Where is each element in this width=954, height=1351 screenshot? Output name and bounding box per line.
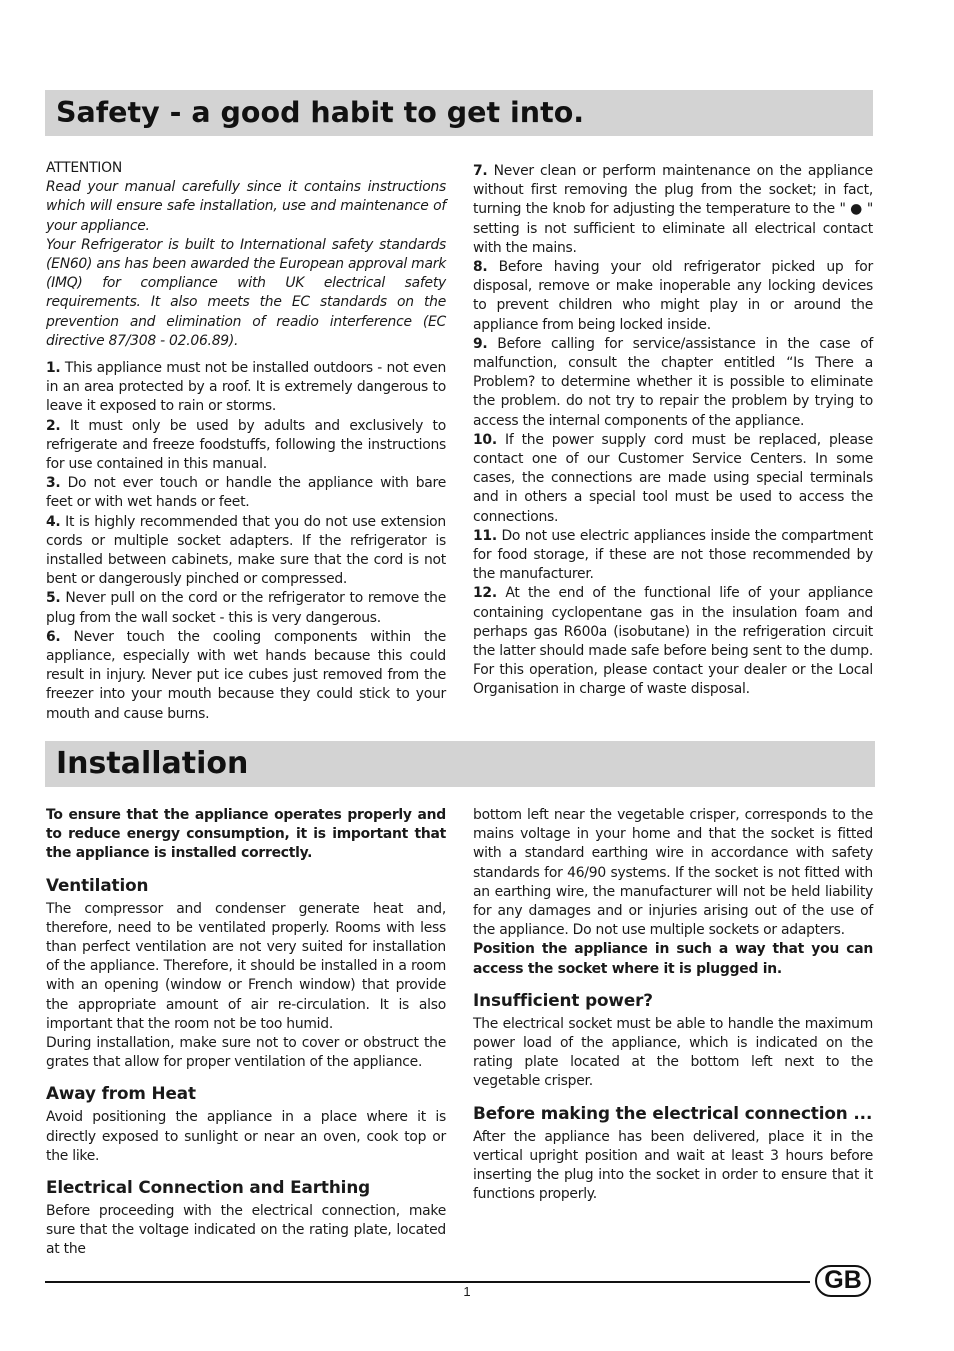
language-badge: GB [815, 1265, 871, 1297]
ventilation-heading: Ventilation [46, 874, 149, 895]
safety-item-11 [473, 527, 873, 585]
socket-access-note: Position the appliance in such a way that you can access the socket where it is plugged in. [473, 941, 873, 977]
safety-item-4 [46, 513, 446, 590]
footer-rule [45, 1281, 810, 1283]
safety-item-1 [46, 359, 446, 417]
item-number: 6. [46, 628, 61, 645]
item-text: Never touch the cooling components within the appliance, especially with wet hands because this could result in injury. Never put ice cubes just removed from the freezer into your mouth because they could stick to your mouth and cause burns. [46, 628, 446, 722]
safety-heading-banner [45, 90, 873, 136]
item-text: Do not ever touch or handle the appliance with bare feet or with wet hands or feet. [46, 475, 447, 511]
safety-item-12 [473, 584, 873, 699]
item-number: 10. [473, 431, 497, 448]
installation-title: Installation [56, 746, 249, 781]
item-number: 12. [473, 585, 497, 602]
away-from-heat-heading: Away from Heat [46, 1083, 196, 1104]
safety-item-5 [46, 589, 446, 627]
installation-intro: To ensure that the appliance operates properly and to reduce energy consumption, it is important that the appliance is installed correctly. [46, 807, 446, 862]
away-from-heat-text: Avoid positioning the appliance in a place where it is directly exposed to sunlight or near an oven, cook top or the like. [46, 1109, 446, 1164]
item-text: Before having your old refrigerator picked up for disposal, remove or make inoperable any locking devices to prevent children who might play in or around the appliance from being locked inside. [473, 259, 873, 333]
item-number: 5. [46, 590, 61, 607]
item-number: 1. [46, 360, 61, 377]
item-number: 3. [46, 475, 61, 492]
installation-left-column [46, 806, 446, 1260]
item-text: It is highly recommended that you do not use extension cords or multiple socket adapters. If the refrigerator is installed between cabinets, make sure that the cord is not bent or dangerously pinched or compressed. [46, 513, 446, 588]
safety-item-2 [46, 417, 446, 475]
item-text: At the end of the functional life of your appliance containing cyclopentane gas in the insulation foam and perhaps gas R600a (isobutane) in the refrigeration circuit the latter should made safe before being sent to the dump. For this operation, please contact your dealer or the Local Organisation in charge of waste disposal. [473, 585, 873, 698]
attention-label: ATTENTION [46, 160, 122, 176]
safety-item-3 [46, 474, 446, 512]
item-text: Do not use electric appliances inside the compartment for food storage, if these are not those recommended by the manufacturer. [473, 527, 873, 583]
safety-right-column [473, 162, 873, 700]
attention-intro-1: Read your manual carefully since it contains instructions which will ensure safe installation, use and maintenance of your appliance. [46, 179, 446, 234]
ventilation-text-2: During installation, make sure not to cover or obstruct the grates that allow for proper ventilation of the appliance. [46, 1035, 446, 1071]
item-text: Never pull on the cord or the refrigerator to remove the plug from the wall socket - this is very dangerous. [46, 590, 446, 626]
item-number: 9. [473, 335, 488, 352]
safety-item-8 [473, 258, 873, 335]
electrical-connection-text: Before proceeding with the electrical connection, make sure that the voltage indicated on the rating plate, located at the [46, 1203, 446, 1258]
insufficient-power-text: The electrical socket must be able to handle the maximum power load of the appliance, which is indicated on the rating plate located at the bottom left next to the vegetable crisper. [473, 1015, 873, 1090]
item-number: 8. [473, 259, 488, 276]
electrical-connection-heading: Electrical Connection and Earthing [46, 1177, 371, 1198]
item-text: This appliance must not be installed outdoors - not even in an area protected by a roof. It is extremely dangerous to leave it exposed to rain or storms. [46, 360, 447, 415]
installation-heading-banner [45, 741, 875, 787]
item-number: 7. [473, 163, 488, 179]
item-text: Never clean or perform maintenance on the appliance without first removing the plug from the socket; in fact, turning the knob for adjusting the temperature to the " ● " setting is not sufficient to eliminate all electrical contact with the mains. [473, 163, 873, 256]
safety-item-10 [473, 431, 873, 527]
item-text: Before calling for service/assistance in the case of malfunction, consult the chapter entitled “Is There a Problem? to determine whether it is possible to eliminate the problem. do not try to repair the problem by trying to access the internal components of the appliance. [473, 335, 874, 429]
installation-right-column [473, 806, 873, 1204]
safety-item-6 [46, 628, 446, 724]
item-number: 4. [46, 513, 61, 530]
before-connection-text: After the appliance has been delivered, place it in the vertical upright position and wait at least 3 hours before inserting the plug into the socket in order to ensure that it functions properly. [473, 1128, 873, 1203]
insufficient-power-heading: Insufficient power? [473, 989, 653, 1010]
item-text: If the power supply cord must be replaced, please contact one of our Customer Service Centers. In some cases, the connections are made using special terminals and in others a special tool must be used to access the connections. [473, 431, 874, 525]
item-number: 2. [46, 417, 61, 434]
safety-item-7 [473, 162, 873, 258]
safety-left-column [46, 159, 446, 724]
safety-item-9 [473, 335, 873, 431]
attention-intro-2: Your Refrigerator is built to International safety standards (EN60) ans has been awarded the European approval mark (IMQ) for compliance with UK electrical safety requirements. It also meets the EC standards on the prevention and elimination of readio interference (EC directive 87/308 - 02.06.89). [46, 236, 446, 349]
page-number: 1 [463, 1284, 471, 1299]
before-connection-heading: Before making the electrical connection ... [473, 1102, 873, 1123]
item-text: It must only be used by adults and exclusively to refrigerate and freeze foodstuffs, following the instructions for use contained in this manual. [46, 417, 446, 473]
electrical-connection-text-continued: bottom left near the vegetable crisper, corresponds to the mains voltage in your home and that the socket is fitted with a standard earthing wire in accordance with safety standards for 46/90 systems. If the socket is not fitted with an earthing wire, the manufacturer will not be held liability for any damages and or injuries arising out of the use of the appliance. Do not use multiple sockets or adapters. [473, 807, 873, 939]
safety-title: Safety - a good habit to get into. [56, 96, 585, 129]
item-number: 11. [473, 527, 497, 544]
ventilation-text-1: The compressor and condenser generate heat and, therefore, need to be ventilated properly. Rooms with less than perfect ventilation are not very suited for installation of the appliance. Therefore, it should be installed in a room with an opening (window or French window) that provide the appropriate amount of air re-circulation. It is also important that the room not be too humid. [46, 900, 446, 1032]
